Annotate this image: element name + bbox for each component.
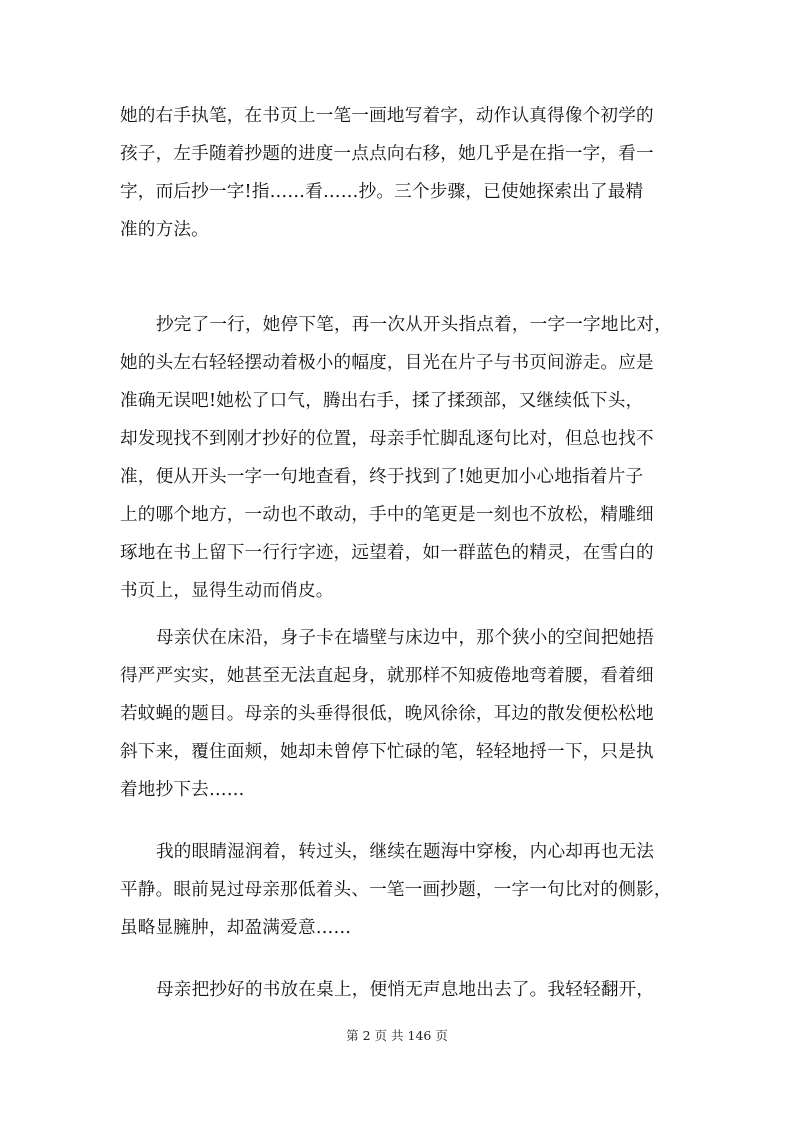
paragraph-5 bbox=[120, 971, 680, 1009]
paragraph-line: 抄完了一行，她停下笔，再一次从开头指点着，一字一字地比对， bbox=[156, 315, 673, 335]
paragraph-line: 琢地在书上留下一行行字迹，远望着，如一群蓝色的精灵，在雪白的 bbox=[120, 543, 654, 563]
paragraph-line: 孩子，左手随着抄题的进度一点点向右移，她几乎是在指一字，看一 bbox=[120, 144, 654, 164]
paragraph-4 bbox=[120, 833, 680, 947]
paragraph-line: 母亲伏在床沿，身子卡在墙壁与床边中，那个狭小的空间把她捂 bbox=[156, 628, 655, 648]
page-footer bbox=[0, 1026, 794, 1046]
paragraph-line: 书页上，显得生动而俏皮。 bbox=[120, 581, 334, 601]
paragraph-line: 准确无误吧!她松了口气，腾出右手，揉了揉颈部，又继续低下头， bbox=[120, 391, 644, 411]
paragraph-line: 母亲把抄好的书放在桌上，便悄无声息地出去了。我轻轻翻开， bbox=[156, 980, 655, 1000]
paragraph-line: 却发现找不到刚才抄好的位置，母亲手忙脚乱逐句比对，但总也找不 bbox=[120, 429, 654, 449]
paragraph-line: 我的眼睛湿润着，转过头，继续在题海中穿梭，内心却再也无法 bbox=[156, 842, 655, 862]
paragraph-line: 上的哪个地方，一动也不敢动，手中的笔更是一刻也不放松，精雕细 bbox=[120, 505, 654, 525]
paragraph-line: 她的头左右轻轻摆动着极小的幅度，目光在片子与书页间游走。应是 bbox=[120, 353, 654, 373]
page-number-indicator: 第 2 页 共 146 页 bbox=[346, 1028, 448, 1043]
paragraph-3 bbox=[120, 619, 680, 809]
paragraph-1 bbox=[120, 97, 680, 249]
paragraph-line: 她的右手执笔，在书页上一笔一画地写着字，动作认真得像个初学的 bbox=[120, 106, 654, 126]
paragraph-2 bbox=[120, 306, 680, 610]
paragraph-line: 若蚊蝇的题目。母亲的头垂得很低，晚风徐徐，耳边的散发便松松地 bbox=[120, 704, 654, 724]
paragraph-line: 虽略显臃肿，却盈满爱意…… bbox=[120, 918, 352, 938]
paragraph-line: 准，便从开头一字一句地查看，终于找到了!她更加小心地指着片子 bbox=[120, 467, 644, 487]
paragraph-line: 平静。眼前晃过母亲那低着头、一笔一画抄题，一字一句比对的侧影， bbox=[120, 880, 672, 900]
paragraph-line: 字，而后抄一字!指……看……抄。三个步骤，已使她探索出了最精 bbox=[120, 182, 644, 202]
paragraph-line: 着地抄下去…… bbox=[120, 780, 245, 800]
paragraph-line: 准的方法。 bbox=[120, 220, 209, 240]
paragraph-line: 得严严实实，她甚至无法直起身，就那样不知疲倦地弯着腰，看着细 bbox=[120, 666, 654, 686]
paragraph-line: 斜下来，覆住面颊，她却未曾停下忙碌的笔，轻轻地捋一下，只是执 bbox=[120, 742, 654, 762]
